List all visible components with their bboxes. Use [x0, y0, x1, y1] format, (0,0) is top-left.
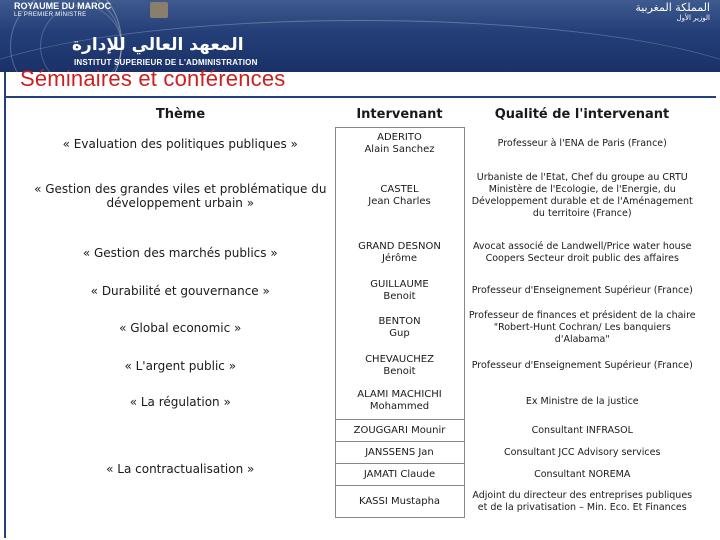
theme-cell: « L'argent public »: [124, 358, 237, 373]
speaker-last-name: ALAMI MACHICHI: [357, 389, 442, 401]
speaker-cell: [335, 274, 464, 308]
speaker-cell: [335, 160, 464, 232]
theme-cell: « Gestion des marchés publics »: [82, 245, 278, 260]
speaker-cell: JAMATI Claude: [335, 464, 464, 486]
speaker-cell: KASSI Mustapha: [335, 486, 464, 518]
left-divider: [4, 72, 6, 538]
theme-cell: « Gestion des grandes viles et problématique du développement urbain »: [34, 181, 327, 210]
quality-cell: Professeur d'Enseignement Supérieur (France): [471, 284, 693, 296]
theme-cell: « Evaluation des politiques publiques »: [62, 136, 298, 151]
institute-name: INSTITUT SUPERIEUR DE L'ADMINISTRATION: [74, 58, 258, 67]
header-speaker: Intervenant: [356, 106, 443, 122]
speaker-cell: [335, 232, 464, 274]
arabic-kingdom-label: [635, 2, 710, 24]
speaker-cell: JANSSENS Jan: [335, 442, 464, 464]
speaker-cell: [335, 128, 464, 160]
theme-cell: « La régulation »: [129, 394, 231, 409]
speaker-last-name: CASTEL: [380, 183, 419, 195]
theme-cell: « La contractualisation »: [106, 461, 255, 476]
quality-cell: Avocat associé de Landwell/Price water house Coopers Secteur droit public des affaires: [472, 240, 692, 264]
theme-cell: « Durabilité et gouvernance »: [90, 283, 270, 298]
kingdom-sub: LE PREMIER MINISTRE: [14, 12, 87, 18]
speaker-first-name: Jérôme: [381, 252, 417, 264]
speaker-first-name: Jean Charles: [368, 195, 431, 207]
quality-cell: Urbaniste de l'Etat, Chef du groupe au CRTU Ministère de l'Ecologie, de l'Energie, du Développement durable et de l'Aménagement du territoire (France): [471, 171, 693, 219]
header-quality: Qualité de l'intervenant: [494, 106, 670, 122]
speaker-first-name: Benoit: [383, 290, 416, 302]
table-row: [26, 232, 700, 274]
emblem-icon: [150, 2, 168, 18]
speaker-last-name: GRAND DESNON: [358, 240, 441, 252]
table-row: [26, 384, 700, 420]
header-theme: Thème: [155, 106, 206, 122]
table-header-row: [26, 101, 700, 128]
arabic-kingdom-sub: الوزير الأول: [676, 14, 710, 22]
quality-cell: Consultant JCC Advisory services: [504, 446, 661, 458]
speaker-cell: ZOUGGARI Mounir: [335, 420, 464, 442]
speaker-last-name: BENTON: [378, 315, 421, 327]
quality-cell: Consultant INFRASOL: [531, 424, 633, 436]
table-row: [26, 160, 700, 232]
table-row: [26, 128, 700, 160]
speaker-first-name: Gup: [389, 327, 410, 339]
header-banner: [0, 0, 720, 72]
arabic-institute-name: المعهد العالي للإدارة: [72, 35, 244, 55]
quality-cell: Professeur de finances et président de la chaire "Robert-Hunt Cochran/ Les banquiers d'Alabama": [468, 309, 696, 345]
table-row: [26, 348, 700, 384]
kingdom-name: ROYAUME DU MAROC: [14, 1, 112, 11]
speaker-last-name: CHEVAUCHEZ: [365, 353, 434, 365]
speaker-cell: [335, 384, 464, 420]
quality-cell: Adjoint du directeur des entreprises publiques et de la privatisation – Min. Eco. Et Finances: [472, 489, 693, 513]
arabic-kingdom: المملكة المغربية: [635, 1, 710, 14]
speaker-first-name: Benoit: [383, 365, 416, 377]
page-title: Séminaires et conférences: [20, 66, 286, 91]
theme-cell: « Global economic »: [119, 320, 242, 335]
table-row: [26, 274, 700, 308]
table-row: [26, 420, 700, 442]
quality-cell: Ex Ministre de la justice: [525, 395, 639, 407]
table-row: [26, 308, 700, 348]
speaker-cell: [335, 348, 464, 384]
kingdom-label: [14, 2, 111, 20]
quality-cell: Professeur à l'ENA de Paris (France): [497, 137, 667, 149]
quality-cell: Consultant NOREMA: [534, 468, 631, 480]
seminars-table: [26, 101, 700, 518]
quality-cell: Professeur d'Enseignement Supérieur (France): [471, 359, 693, 371]
title-divider: [4, 96, 716, 98]
speaker-last-name: GUILLAUME: [370, 278, 429, 290]
speaker-last-name: ADERITO: [377, 131, 422, 143]
speaker-first-name: Alain Sanchez: [364, 143, 435, 155]
speaker-cell: [335, 308, 464, 348]
speaker-first-name: Mohammed: [369, 401, 430, 413]
